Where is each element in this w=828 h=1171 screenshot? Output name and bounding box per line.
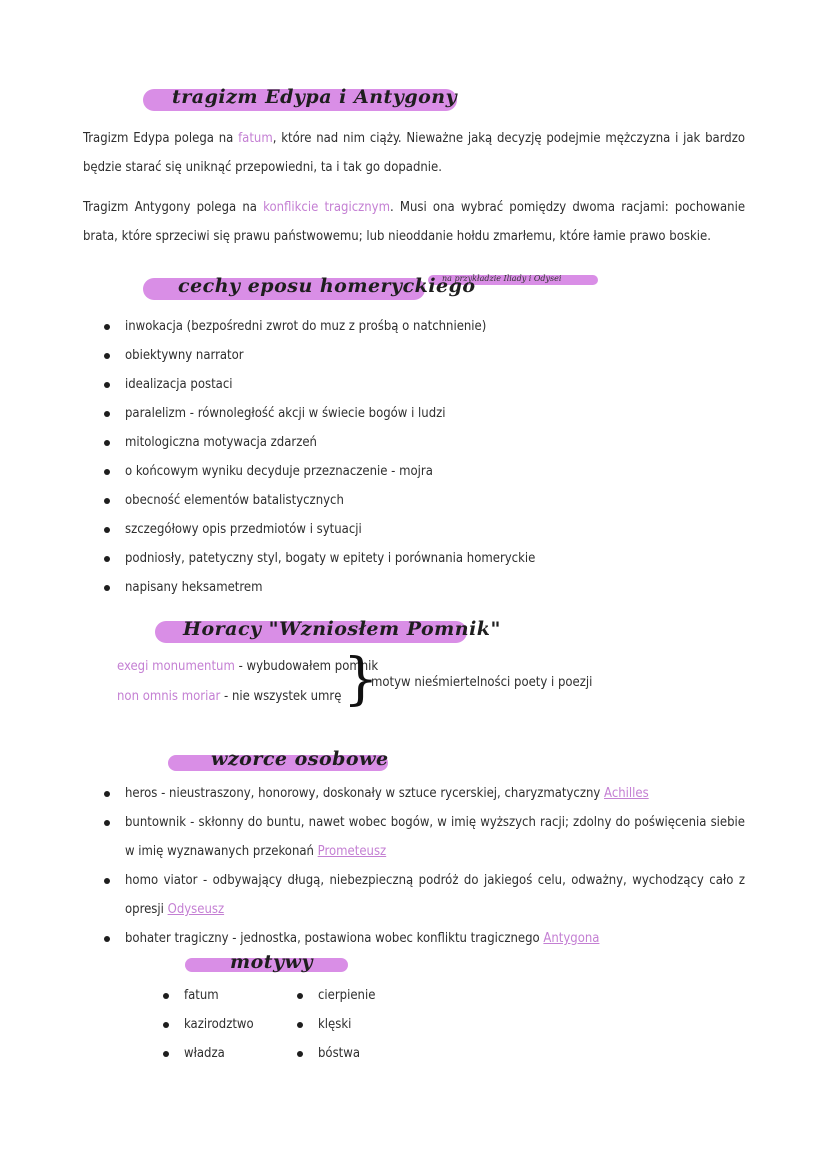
list-item: bohater tragiczny - jednostka, postawiona wobec konfliktu tragicznego Antygona <box>83 924 745 953</box>
latin-phrase: exegi monumentum <box>117 659 235 674</box>
list-item: obiektywny narrator <box>83 341 763 370</box>
highlight-fatum: fatum <box>238 131 273 146</box>
list-item: napisany heksametrem <box>83 573 763 602</box>
list-item: inwokacja (bezpośredni zwrot do muz z prośbą o natchnienie) <box>83 312 763 341</box>
list-item: klęski <box>276 1010 416 1039</box>
list-item: mitologiczna motywacja zdarzeń <box>83 428 763 457</box>
list-item: władza <box>142 1039 282 1068</box>
section-title-tragizm: tragizm Edypa i Antygony <box>172 86 458 108</box>
list-item: o końcowym wyniku decyduje przeznaczenie - mojra <box>83 457 763 486</box>
link-achilles[interactable]: Achilles <box>604 786 649 801</box>
section-title-epos: cechy eposu homeryckiego <box>178 275 476 297</box>
latin-phrase: non omnis moriar <box>117 689 221 704</box>
epos-features-list <box>83 312 763 602</box>
paragraph-edyp: Tragizm Edypa polega na fatum, które nad nim ciąży. Nieważne jaką decyzję podejmie mężczyzna i jak bardzo będzie starać się uniknąć przepowiedni, ta i tak go dopadnie. <box>83 131 745 175</box>
link-odyseusz[interactable]: Odyseusz <box>167 902 225 917</box>
section-title-wzorce: wzorce osobowe <box>211 748 389 770</box>
list-item: heros - nieustraszony, honorowy, doskonały w sztuce rycerskiej, charyzmatyczny Achilles <box>83 779 745 808</box>
list-item: obecność elementów batalistycznych <box>83 486 763 515</box>
section-title-motywy: motywy <box>230 951 313 973</box>
list-item: szczegółowy opis przedmiotów i sytuacji <box>83 515 763 544</box>
list-item: fatum <box>142 981 282 1010</box>
list-item: podniosły, patetyczny styl, bogaty w epitety i porównania homeryckie <box>83 544 763 573</box>
link-antygona[interactable]: Antygona <box>543 931 600 946</box>
section-title-horacy: Horacy "Wzniosłem Pomnik" <box>183 618 501 640</box>
motywy-col-2 <box>276 981 416 1068</box>
list-item: buntownik - skłonny do buntu, nawet wobec bogów, w imię wyższych racji; zdolny do poświęcenia siebie w imię wyznawanych przekonań Prometeusz <box>83 808 745 866</box>
list-item: paralelizm - równoległość akcji w świecie bogów i ludzi <box>83 399 763 428</box>
horacy-line-1: exegi monumentum - wybudowałem pomnik <box>117 659 379 674</box>
horacy-line-2: non omnis moriar - nie wszystek umrę <box>117 689 342 704</box>
highlight-konflikt: konflikcie tragicznym <box>263 200 390 215</box>
list-item: kazirodztwo <box>142 1010 282 1039</box>
curly-brace: } <box>343 647 379 712</box>
list-item: homo viator - odbywający długą, niebezpieczną podróż do jakiegoś celu, odważny, wychodzący cało z opresji Odyseusz <box>83 866 745 924</box>
motywy-col-1 <box>142 981 282 1068</box>
paragraph-antygona: Tragizm Antygony polega na konflikcie tragicznym. Musi ona wybrać pomiędzy dwoma racjami: pochowanie brata, które sprzeciwi się prawu państwowemu; lub nieoddanie hołdu zmarłemu, które łamie prawo boskie. <box>83 200 746 244</box>
list-item: cierpienie <box>276 981 416 1010</box>
epos-note: na przykładzie Iliady i Odysei <box>442 274 562 283</box>
list-item: bóstwa <box>276 1039 416 1068</box>
horacy-summary: motyw nieśmiertelności poety i poezji <box>371 675 593 690</box>
list-item: idealizacja postaci <box>83 370 763 399</box>
link-prometeusz[interactable]: Prometeusz <box>317 844 387 859</box>
wzorce-list <box>83 779 745 953</box>
